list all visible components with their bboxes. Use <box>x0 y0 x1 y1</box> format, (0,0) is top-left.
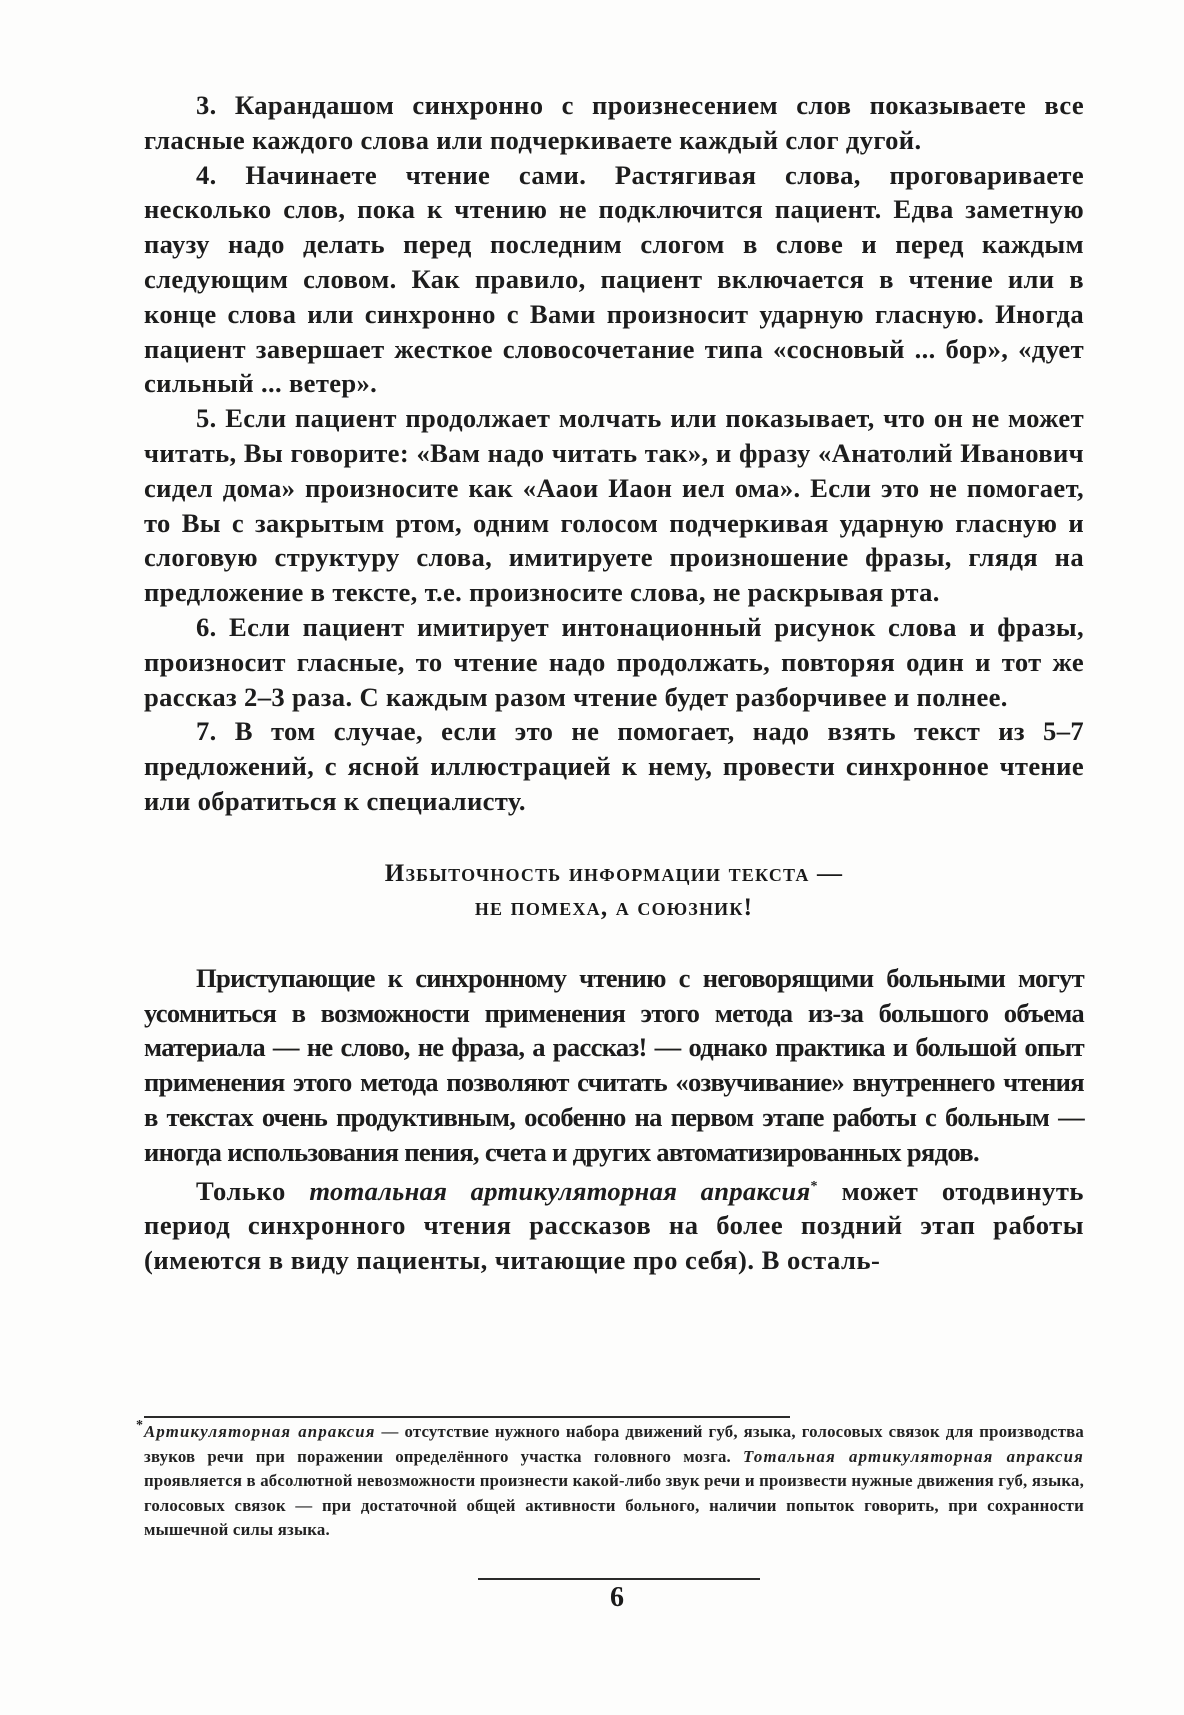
section-heading-line-1: Избыточность информации текста — <box>384 859 844 887</box>
section-paragraph-2-start: Только <box>196 1175 310 1206</box>
paragraph-step-5: 5. Если пациент продолжает молчать или показывает, что он не может читать, Вы говорите: «Вам надо читать так», и фразу «Анатолий Иванович сидел дома» произносите как «Ааои Иаон иел ома». Если это не помогает, то Вы с закрытым ртом, одним голосом подчеркивая ударную гласную и слоговую структуру слова, имитируете произношение фразы, глядя на предложение в тексте, т.е. произносите слова, не раскрывая рта. <box>144 403 1084 608</box>
page-number: 6 <box>610 1582 624 1613</box>
section-heading <box>144 857 1084 925</box>
footnote <box>136 1418 1084 1543</box>
footnote-divider <box>144 1416 790 1418</box>
paragraph-step-3: 3. Карандашом синхронно с произнесением слов показываете все гласные каждого слова или подчеркиваете каждый слог дугой. <box>144 90 1084 155</box>
footnote-term-2: Тотальная артикуляторная апраксия <box>743 1446 1084 1466</box>
footnote-mark: * <box>136 1418 144 1433</box>
section-heading-line-2: не помеха, а союзник! <box>474 893 754 921</box>
page-number-divider <box>478 1578 760 1580</box>
footnote-term-1: Артикуляторная апраксия <box>144 1422 376 1441</box>
paragraph-step-6: 6. Если пациент имитирует интонационный рисунок слова и фразы, произносит гласные, то чтение надо продолжать, повторяя один и тот же рассказ 2–3 раза. С каждым разом чтение будет разборчивее и полнее. <box>144 611 1084 712</box>
main-text <box>144 88 1084 1278</box>
footnote-reference: * <box>810 1178 818 1194</box>
footnote-text-2: проявляется в абсолютной невозможности произнести какой-либо звук речи и произвести нужные движения губ, языка, голосовых связок — при достаточной общей активности больного, наличии попыток говорить, при сохранности мышечной силы языка. <box>144 1471 1084 1540</box>
section-paragraph-2-end: может отодвинуть период синхронного чтения рассказов на более поздний этап работы (имеются в виду пациенты, читающие про себя). В осталь- <box>144 1175 1084 1275</box>
section-paragraph-2-italic-term: тотальная артикуляторная апраксия <box>309 1175 811 1206</box>
section-paragraph-1: Приступающие к синхронному чтению с неговорящими больными могут усомниться в возможности применения этого метода из-за большого объема материала — не слово, не фраза, а рассказ! — однако практика и большой опыт применения этого метода позволяют считать «озвучивание» внутреннего чтения в текстах очень продуктивным, особенно на первом этапе работы с больным — иногда использования пения, счета и других автоматизированных рядов. <box>144 962 1084 1167</box>
paragraph-step-4: 4. Начинаете чтение сами. Растягивая слова, проговариваете несколько слов, пока к чтению не подключится пациент. Едва заметную паузу надо делать перед последним слогом в слове и перед каждым следующим словом. Как правило, пациент включается в чтение или в конце слова или синхронно с Вами произносит ударную гласную. Иногда пациент завершает жесткое словосочетание типа «сосновый ... бор», «дует сильный ... ветер». <box>144 159 1084 399</box>
paragraph-step-7: 7. В том случае, если это не помогает, надо взять текст из 5–7 предложений, с ясной иллюстрацией к нему, провести синхронное чтение или обратиться к специалисту. <box>144 716 1084 816</box>
footnote-text-1: — отсутствие нужного набора движений губ, языка, голосовых связок для производства звуков речи при поражении определённого участка головного мозга. <box>144 1422 1084 1466</box>
section-paragraph-2 <box>144 1170 1084 1278</box>
